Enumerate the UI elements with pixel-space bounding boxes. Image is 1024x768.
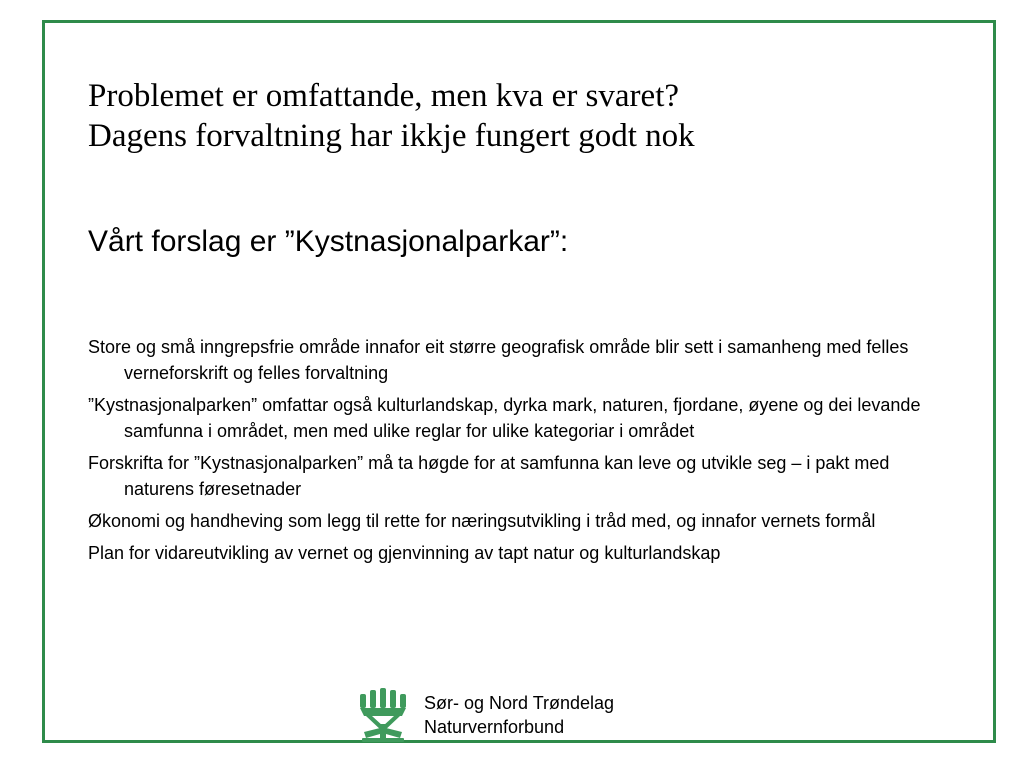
bullet-item: Plan for vidareutvikling av vernet og gjenvinning av tapt natur og kulturlandskap bbox=[88, 543, 721, 563]
bullet-item: Forskrifta for ”Kystnasjonalparken” må ta høgde for at samfunna kan leve og utvikle seg – i pakt med naturens føresetnader bbox=[88, 453, 890, 499]
bullet-item: Økonomi og handheving som legg til rette for næringsutvikling i tråd med, og innafor vernets formål bbox=[88, 511, 876, 531]
slide-subtitle: Vårt forslag er ”Kystnasjonalparkar”: bbox=[88, 225, 569, 258]
slide-title bbox=[88, 76, 695, 156]
nature-conservation-logo-icon bbox=[356, 688, 410, 742]
org-line: Sør- og Nord Trøndelag bbox=[424, 693, 615, 713]
bullet-item: Store og små inngrepsfrie område innafor eit større geografisk område blir sett i samanheng med felles verneforskrift og felles forvaltning bbox=[88, 337, 909, 383]
bullet-list bbox=[88, 334, 948, 572]
organization-name bbox=[424, 691, 614, 739]
title-line: Dagens forvaltning har ikkje fungert godt nok bbox=[88, 118, 695, 154]
footer bbox=[356, 688, 614, 742]
bullet-item: ”Kystnasjonalparken” omfattar også kulturlandskap, dyrka mark, naturen, fjordane, øyene og dei levande samfunna i området, men med ulike reglar for ulike kategoriar i området bbox=[88, 395, 921, 441]
title-line: Problemet er omfattande, men kva er svaret? bbox=[88, 78, 680, 114]
org-line: Naturvernforbund bbox=[424, 717, 565, 737]
